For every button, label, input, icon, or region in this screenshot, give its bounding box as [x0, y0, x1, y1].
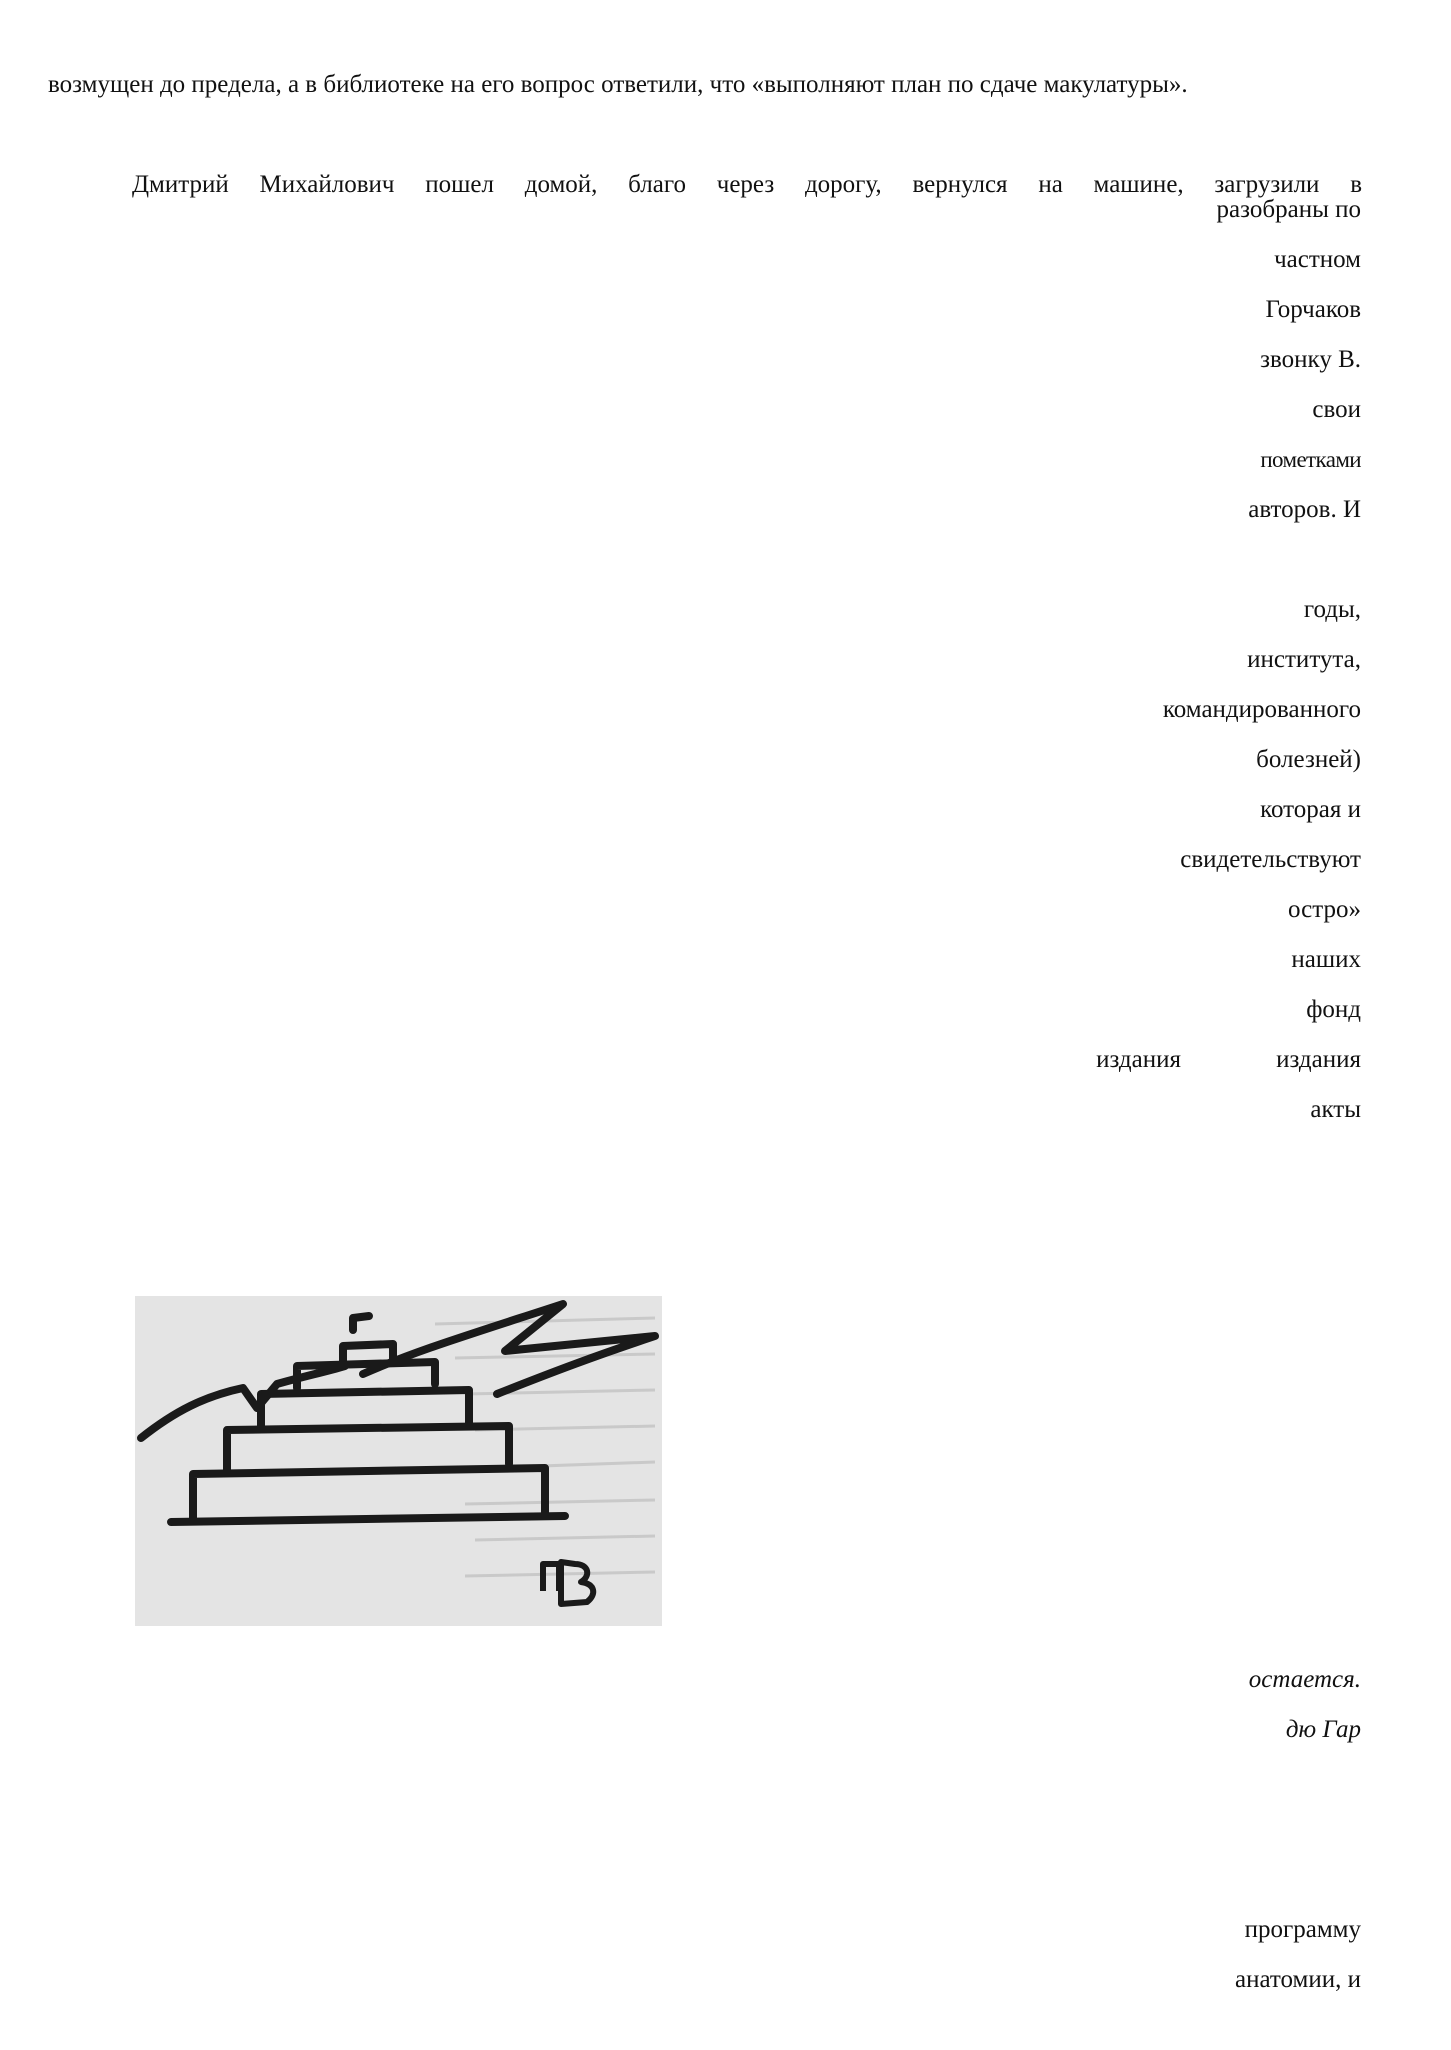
fragment-avtorov: авторов. И [1248, 496, 1361, 523]
fragment-gody: годы, [1303, 596, 1361, 623]
stepped-pyramid-drawing-icon [135, 1296, 662, 1626]
fragment-svidetelstvuyut: свидетельствуют [1180, 846, 1361, 873]
right-fragments-top [1217, 185, 1361, 535]
fragment-zvonku: звонку В. [1260, 346, 1361, 373]
bottom-fragments [1235, 1905, 1361, 2005]
fragment-dyu-gar: дю Гар [1285, 1716, 1361, 1743]
fragment-ostro: остро» [1288, 896, 1361, 923]
paragraph-2: Дмитрий Михайлович пошел домой, благо через дорогу, вернулся на машине, загрузили в [132, 171, 1362, 198]
fragment-anatomii: анатомии, и [1234, 1966, 1361, 1993]
fragment-komandirovannogo: командированного [1162, 696, 1361, 723]
fragment-izdaniya-right: издания [1276, 1046, 1361, 1073]
fragment-razobrany: разобраны по [1216, 196, 1361, 223]
fragment-bolezney: болезней) [1256, 746, 1361, 773]
fragment-akty: акты [1310, 1096, 1361, 1123]
fragment-gorchakov: Горчаков [1265, 296, 1361, 323]
fragment-pometkami: пометками [1260, 447, 1361, 472]
fragment-kotoraya: которая и [1260, 796, 1361, 823]
fragment-row-izdaniya [1096, 1035, 1361, 1085]
fragment-chastnom: частном [1274, 246, 1361, 273]
fragment-instituta: института, [1247, 646, 1361, 673]
right-fragments-mid [1096, 585, 1361, 1135]
fragment-nashih: наших [1291, 946, 1361, 973]
italic-fragments [1249, 1655, 1361, 1755]
paragraph-1: возмущен до предела, а в библиотеке на его вопрос ответили, что «выполняют план по сдаче макулатуры». [48, 71, 1188, 98]
pyramid-illustration [135, 1296, 662, 1626]
fragment-izdaniya-left: издания [1096, 1046, 1181, 1073]
fragment-ostaetsya: остается. [1248, 1666, 1361, 1693]
fragment-programmu: программу [1244, 1916, 1361, 1943]
fragment-fond: фонд [1306, 996, 1361, 1023]
fragment-svoi: свои [1312, 396, 1361, 423]
